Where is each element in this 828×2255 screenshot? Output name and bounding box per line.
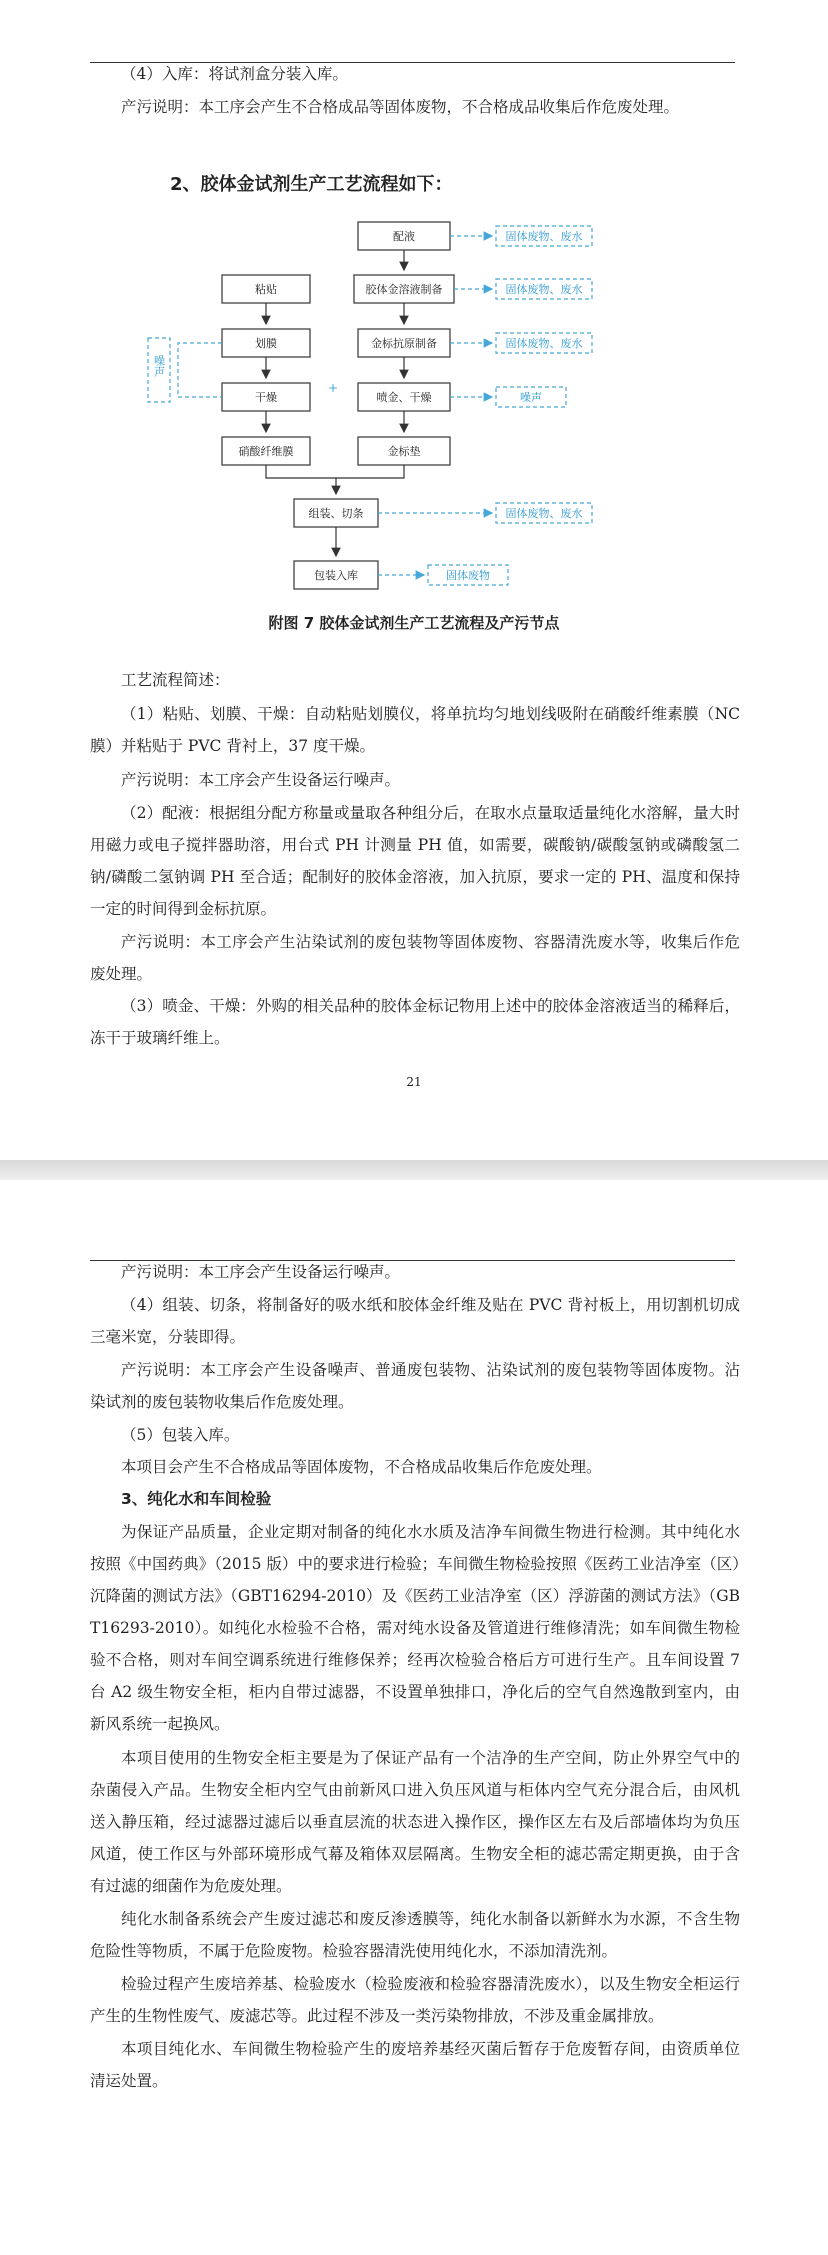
section-title-colloidal-gold: 2、胶体金试剂生产工艺流程如下： xyxy=(170,174,453,195)
svg-text:划膜: 划膜 xyxy=(255,337,277,350)
svg-text:噪声: 噪声 xyxy=(152,355,166,377)
svg-text:固体废物、废水: 固体废物、废水 xyxy=(505,337,583,350)
paragraph-step-1: （1）粘贴、划膜、干燥：自动粘贴划膜仪，将单抗均匀地划线吸附在硝酸纤维素膜（NC 膜）并粘贴于 PVC 背衬上，37 度干燥。 xyxy=(90,705,740,755)
node-zhanjie xyxy=(222,275,310,303)
document-page-22 xyxy=(0,1180,828,2255)
output-solid-water-1 xyxy=(496,226,592,246)
svg-text:包装入库: 包装入库 xyxy=(314,569,358,582)
node-peiye xyxy=(358,222,450,250)
paragraph-purified-water-system: 纯化水制备系统会产生废过滤芯和废反渗透膜等，纯化水制备以新鲜水为水源，不含生物危险性等物质，不属于危险废物。检验容器清洗使用纯化水，不添加清洗剂。 xyxy=(90,1910,740,1960)
svg-text:金标抗原制备: 金标抗原制备 xyxy=(371,337,437,350)
paragraph-step-1-pollution: 产污说明：本工序会产生设备运行噪声。 xyxy=(121,771,401,789)
svg-text:粘贴: 粘贴 xyxy=(255,283,277,296)
node-penjin xyxy=(358,383,450,411)
node-gold-pad xyxy=(358,437,450,465)
output-line-left-noise xyxy=(178,343,222,397)
svg-text:固体废物、废水: 固体废物、废水 xyxy=(505,507,583,520)
output-solid-water-4 xyxy=(496,503,592,523)
paragraph-inspection-waste: 检验过程产生废培养基、检验废水（检验废液和检验容器清洗废水），以及生物安全柜运行产生的生物性废气、废滤芯等。此过程不涉及一类污染物排放，不涉及重金属排放。 xyxy=(90,1975,740,2025)
node-biaoji xyxy=(358,329,450,357)
svg-text:噪声: 噪声 xyxy=(520,391,542,404)
paragraph-biosafety-cabinet: 本项目使用的生物安全柜主要是为了保证产品有一个洁净的生产空间，防止外界空气中的杂菌侵入产品。生物安全柜内空气由前新风口进入负压风道与柜体内空气充分混合后，由风机送入静压箱，经过滤器过滤后以垂直层流的状态进入操作区，操作区左右及后部墙体均为负压风道，使工作区与外部环境形成气幕及箱体双层隔离。生物安全柜的滤芯需定期更换，由于含有过滤的细菌作为危废处理。 xyxy=(90,1749,740,1895)
figure-caption: 附图 7 胶体金试剂生产工艺流程及产污节点 xyxy=(268,614,560,632)
output-solid-water-3 xyxy=(496,333,592,353)
output-solid-waste xyxy=(428,565,508,585)
output-solid-water-2 xyxy=(496,279,592,299)
paragraph-store-step: （4）入库：将试剂盒分装入库。 xyxy=(121,65,348,83)
page-separator xyxy=(0,1160,828,1180)
svg-text:喷金、干燥: 喷金、干燥 xyxy=(376,391,432,404)
output-noise-left xyxy=(148,338,170,402)
output-noise-right xyxy=(496,387,566,407)
svg-text:胶体金溶液制备: 胶体金溶液制备 xyxy=(365,283,443,296)
paragraph-brief-label: 工艺流程简述： xyxy=(121,671,230,689)
paragraph-step-4-pollution: 产污说明：本工序会产生设备噪声、普通废包装物、沾染试剂的废包装物等固体废物。沾染试剂的废包装物收集后作危废处理。 xyxy=(90,1361,740,1411)
svg-text:硝酸纤维膜: 硝酸纤维膜 xyxy=(238,445,294,458)
paragraph-step-2-pollution: 产污说明：本工序会产生沾染试剂的废包装物等固体废物、容器清洗废水等，收集后作危废处理。 xyxy=(90,933,740,983)
merge-line xyxy=(266,465,404,478)
paragraph-store-pollution: 产污说明：本工序会产生不合格成品等固体废物，不合格成品收集后作危废处理。 xyxy=(121,98,680,116)
svg-text:固体废物、废水: 固体废物、废水 xyxy=(505,283,583,296)
paragraph-noise: 产污说明：本工序会产生设备运行噪声。 xyxy=(121,1263,401,1281)
svg-text:固体废物、废水: 固体废物、废水 xyxy=(505,230,583,243)
section-title-purified-water: 3、纯化水和车间检验 xyxy=(121,1490,272,1508)
paragraph-step-3: （3）喷金、干燥：外购的相关品种的胶体金标记物用上述中的胶体金溶液适当的稀释后，冻干于玻璃纤维上。 xyxy=(90,997,740,1047)
paragraph-step-5-pollution: 本项目会产生不合格成品等固体废物，不合格成品收集后作危废处理。 xyxy=(121,1458,602,1476)
process-flow-diagram xyxy=(0,0,828,600)
page-number: 21 xyxy=(406,1075,422,1089)
paragraph-step-5: （5）包装入库。 xyxy=(121,1426,240,1444)
node-zuzhuang xyxy=(294,499,378,527)
svg-text:金标垫: 金标垫 xyxy=(387,445,421,458)
paragraph-step-4: （4）组装、切条，将制备好的吸水纸和胶体金纤维及贴在 PVC 背衬板上，用切割机切成三毫米宽，分装即得。 xyxy=(90,1296,740,1346)
node-nc-membrane xyxy=(222,437,310,465)
svg-text:固体废物: 固体废物 xyxy=(446,569,490,582)
svg-text:组装、切条: 组装、切条 xyxy=(308,507,364,520)
node-huamo xyxy=(222,329,310,357)
plus-sign: + xyxy=(327,381,339,395)
svg-text:干燥: 干燥 xyxy=(255,391,277,404)
node-baozhuang xyxy=(294,561,378,589)
paragraph-culture-disposal: 本项目纯化水、车间微生物检验产生的废培养基经灭菌后暂存于危废暂存间，由资质单位清运处置。 xyxy=(90,2040,740,2090)
node-ganzao xyxy=(222,383,310,411)
paragraph-step-2: （2）配液：根据组分配方称量或量取各种组分后，在取水点量取适量纯化水溶解，量大时用磁力或电子搅拌器助溶，用台式 PH 计测量 PH 值，如需要，碳酸钠/碳酸氢钠或磷酸氢二钠/磷酸二氢钠调 PH 至合适；配制好的胶体金溶液，加入抗原，要求一定的 PH、温度和保持一定的时间得到金标抗原。 xyxy=(90,804,740,918)
svg-text:配液: 配液 xyxy=(393,230,415,243)
node-colloid-prep xyxy=(354,275,454,303)
paragraph-quality: 为保证产品质量，企业定期对制备的纯化水水质及洁净车间微生物进行检测。其中纯化水按照《中国药典》（2015 版）中的要求进行检验；车间微生物检验按照《医药工业洁净室（区）沉降菌的测试方法》（GBT16294-2010）及《医药工业洁净室（区）浮游菌的测试方法》（GBT16293-2010）。如纯化水检验不合格，需对纯水设备及管道进行维修清洗；如车间微生物检验不合格，则对车间空调系统进行维修保养；经再次检验合格后方可进行生产。且车间设置 7 台 A2 级生物安全柜，柜内自带过滤器，不设置单独排口，净化后的空气自然逸散到室内，由新风系统一起换风。 xyxy=(90,1523,740,1733)
